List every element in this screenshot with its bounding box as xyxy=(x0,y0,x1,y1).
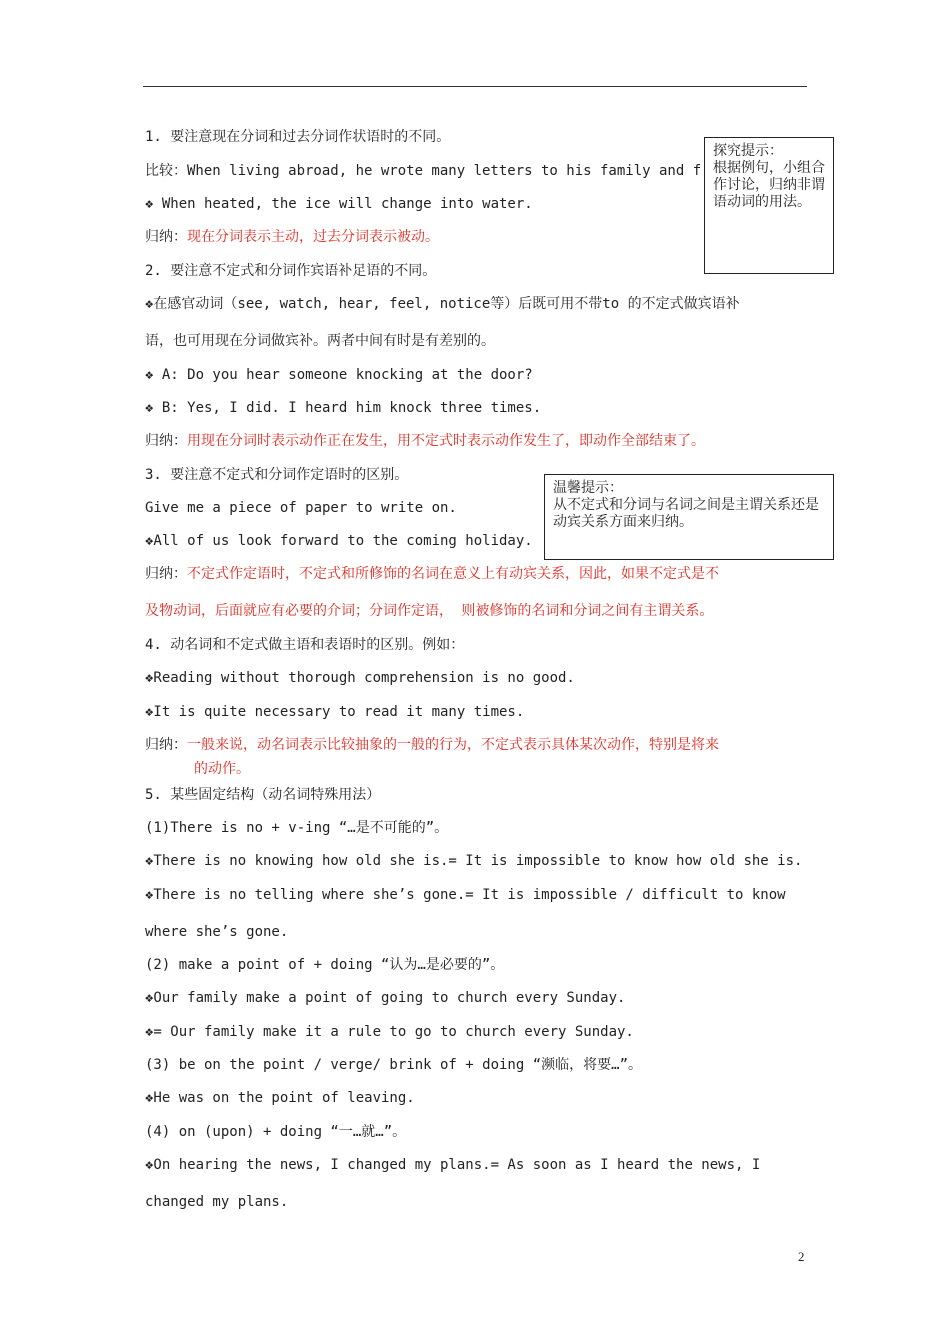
section-2-example-a: ❖ A: Do you hear someone knocking at the door? xyxy=(145,367,533,383)
section-1-example-2: ❖ When heated, the ice will change into water. xyxy=(145,196,533,212)
section-5-heading: 5. 某些固定结构（动名词特殊用法） xyxy=(145,787,381,803)
summary-label: 归纳： xyxy=(145,229,187,245)
summary-label: 归纳： xyxy=(145,433,187,449)
section-3-example-2: ❖All of us look forward to the coming holiday. xyxy=(145,533,533,549)
section-4-summary-1 xyxy=(145,736,719,754)
section-1-heading: 1. 要注意现在分词和过去分词作状语时的不同。 xyxy=(145,129,451,145)
section-3-summary-2: 及物动词，后面就应有必要的介词；分词作定语， 则被修饰的名词和分词之间有主谓关系。 xyxy=(145,603,714,619)
summary-text: 用现在分词时表示动作正在发生，用不定式时表示动作发生了，即动作全部结束了。 xyxy=(187,433,705,449)
summary-text: 现在分词表示主动，过去分词表示被动。 xyxy=(187,229,439,245)
structure-4-example-a: ❖On hearing the news, I changed my plans.= As soon as I heard the news, I xyxy=(145,1157,761,1173)
warm-hint-box: 温馨提示： 从不定式和分词与名词之间是主谓关系还是动宾关系方面来归纳。 xyxy=(544,474,834,560)
section-2-example-b: ❖ B: Yes, I did. I heard him knock three times. xyxy=(145,400,542,416)
header-rule xyxy=(143,86,807,87)
section-2-heading: 2. 要注意不定式和分词作宾语补足语的不同。 xyxy=(145,263,437,279)
structure-1-example-a: ❖There is no knowing how old she is.= It is impossible to know how old she is. xyxy=(145,853,803,869)
structure-2-example-a: ❖Our family make a point of going to church every Sunday. xyxy=(145,990,626,1006)
structure-3-example-a: ❖He was on the point of leaving. xyxy=(145,1090,415,1106)
section-2-para-2: 语，也可用现在分词做宾补。两者中间有时是有差别的。 xyxy=(145,333,495,349)
section-1-summary xyxy=(145,228,439,246)
summary-text: 一般来说，动名词表示比较抽象的一般的行为，不定式表示具体某次动作，特别是将来 xyxy=(187,737,719,753)
page-number: 2 xyxy=(798,1249,805,1264)
section-4-example-1: ❖Reading without thorough comprehension is no good. xyxy=(145,670,575,686)
structure-1-example-b: ❖There is no telling where she’s gone.= It is impossible / difficult to know xyxy=(145,887,786,903)
section-2-para-1: ❖在感官动词（see, watch, hear, feel, notice等）后既可用不带to 的不定式做宾语补 xyxy=(145,296,740,312)
structure-2-example-b: ❖= Our family make it a rule to go to church every Sunday. xyxy=(145,1024,634,1040)
summary-label: 归纳： xyxy=(145,737,187,753)
section-3-summary-1 xyxy=(145,565,719,583)
summary-label: 归纳： xyxy=(145,566,187,582)
section-4-example-2: ❖It is quite necessary to read it many times. xyxy=(145,704,525,720)
structure-1: (1)There is no + v-ing “…是不可能的”。 xyxy=(145,820,449,836)
structure-4: (4) on (upon) + doing “一…就…”。 xyxy=(145,1124,407,1140)
section-3-example-1: Give me a piece of paper to write on. xyxy=(145,500,457,516)
section-4-heading: 4. 动名词和不定式做主语和表语时的区别。例如： xyxy=(145,637,465,653)
section-3-heading: 3. 要注意不定式和分词作定语时的区别。 xyxy=(145,467,409,483)
section-2-summary xyxy=(145,432,705,450)
summary-text: 不定式作定语时，不定式和所修饰的名词在意义上有动宾关系，因此，如果不定式是不 xyxy=(187,566,719,582)
section-1-example-1: 比较：When living abroad, he wrote many letters to his family and f xyxy=(145,163,701,179)
structure-1-example-c: where she’s gone. xyxy=(145,924,289,940)
explore-hint-box: 探究提示： 根据例句，小组合作讨论，归纳非谓语动词的用法。 xyxy=(704,137,834,274)
structure-3: (3) be on the point / verge/ brink of + doing “濒临，将要…”。 xyxy=(145,1057,643,1073)
structure-2: (2) make a point of + doing “认为…是必要的”。 xyxy=(145,957,505,973)
structure-4-example-b: changed my plans. xyxy=(145,1194,289,1210)
section-4-summary-2: 的动作。 xyxy=(194,761,250,777)
